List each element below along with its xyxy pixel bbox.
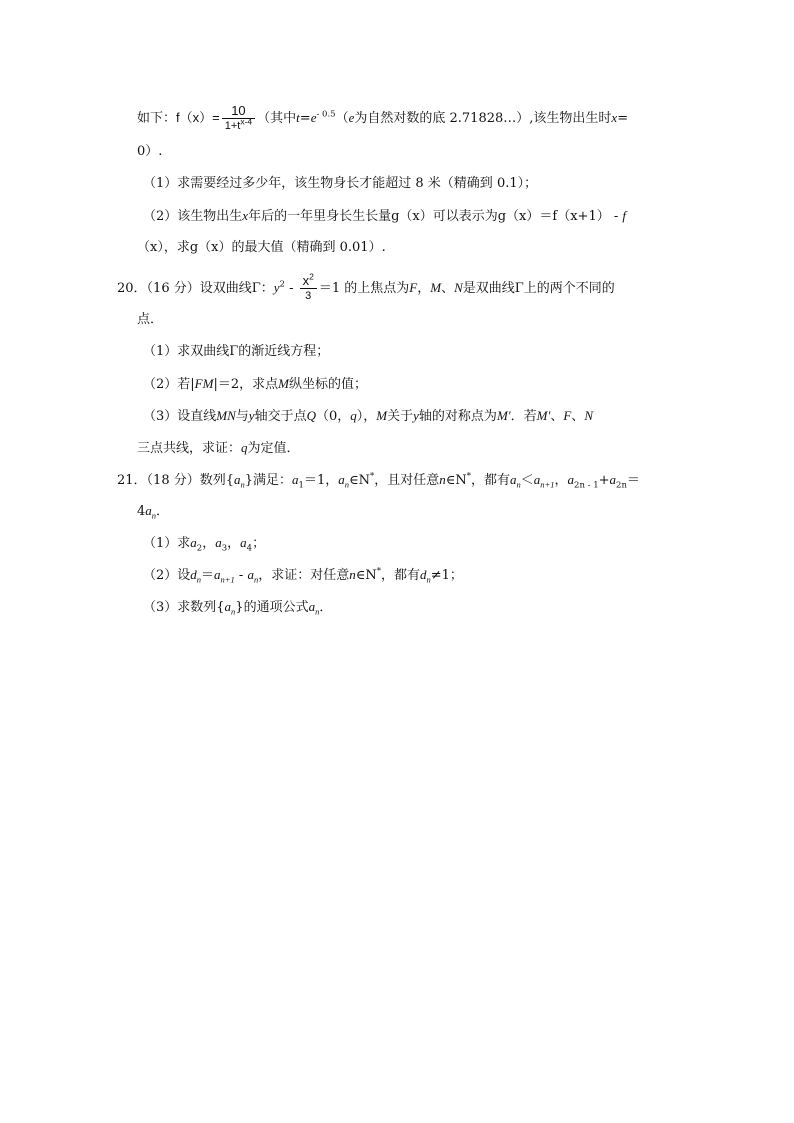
q19-p2b: 年后的一年里身长生长量 bbox=[248, 209, 392, 224]
q21-p2a: （2）设 bbox=[143, 568, 191, 583]
q20-p3i: 、 bbox=[550, 409, 564, 424]
q19-paren2: （ bbox=[335, 111, 349, 126]
q21-p3ans: n bbox=[231, 606, 236, 617]
q20-frac-den: 3 bbox=[300, 288, 317, 304]
q20-F: F bbox=[409, 280, 418, 295]
q19-frac-den bbox=[222, 118, 255, 134]
q20-minus: - bbox=[284, 281, 298, 296]
q21-p1a: （1）求 bbox=[143, 536, 191, 551]
q21-p2b: ，求证：对任意 bbox=[258, 568, 350, 583]
q21-line2b: ． bbox=[156, 504, 170, 519]
q20-line2-text: 点． bbox=[137, 312, 164, 327]
q19-e-desc: 为自然对数的底 2.71828…）,该生物出生时 bbox=[354, 111, 612, 126]
q21-an3: a bbox=[510, 472, 517, 487]
q20-fraction bbox=[300, 273, 317, 304]
q20-p3F: F bbox=[563, 408, 572, 423]
q20-part3 bbox=[143, 407, 593, 426]
q20-p3h: ．若 bbox=[510, 409, 537, 424]
q20-p3N: N bbox=[584, 408, 593, 423]
q19-part2-cont bbox=[137, 239, 386, 257]
q20-p3y: y bbox=[248, 408, 255, 423]
q20-y-exp: 2 bbox=[279, 279, 285, 290]
q21-an-sub: n bbox=[240, 479, 245, 490]
q21-an2-sub: n bbox=[344, 479, 349, 490]
q21-an2: a bbox=[338, 472, 345, 487]
q21-an4: a bbox=[533, 472, 541, 487]
q19-p2f2: f bbox=[622, 208, 627, 223]
q21-p2e: ≠1； bbox=[430, 568, 463, 583]
q19-x-eq: = bbox=[617, 111, 629, 126]
q21-p1a2: a bbox=[190, 535, 197, 550]
q19-p2g: g（x）可以表示为 bbox=[391, 209, 498, 224]
q21-part2 bbox=[143, 566, 463, 585]
q21-p3an: a bbox=[224, 599, 232, 614]
q21-p3an2: a bbox=[308, 599, 316, 614]
q20-part2 bbox=[143, 375, 367, 394]
q20-p4b: 为定值． bbox=[247, 441, 300, 456]
q20-p3d: （0， bbox=[315, 409, 351, 424]
q20-frac-x: x bbox=[302, 273, 310, 288]
q20-line2 bbox=[137, 311, 163, 329]
q19-p2x: x bbox=[242, 208, 249, 223]
q20-comma1: ， bbox=[417, 281, 431, 296]
q19-frac-num: 10 bbox=[231, 103, 246, 118]
q21-p2m: - bbox=[234, 568, 248, 583]
q21-p1a4s: 4 bbox=[246, 543, 253, 554]
q20-p3q: q bbox=[350, 408, 357, 423]
q20-comma2: 、 bbox=[441, 281, 455, 296]
q21-head-text: 21．（18 分）数列{ bbox=[117, 473, 234, 488]
q20-p3g: 轴的对称点为 bbox=[418, 409, 497, 424]
q21-p2dd: d bbox=[420, 567, 427, 582]
q19-part1-text: （1）求需要经过多少年，该生物身长才能超过 8 米（精确到 0.1）； bbox=[143, 176, 538, 191]
q21-h3: ＝1， bbox=[303, 473, 339, 488]
q19-frac-den-base: 1+t bbox=[224, 120, 241, 132]
q21-p2ds: n bbox=[196, 574, 202, 585]
q21-h7: ，都有 bbox=[471, 473, 511, 488]
q21-p2d: d bbox=[190, 567, 197, 582]
q21-a2n1-sub: 2n - 1 bbox=[574, 480, 599, 491]
q20-frac-num bbox=[300, 273, 317, 288]
q21-part3 bbox=[143, 598, 332, 617]
q19-e: e bbox=[310, 110, 317, 125]
q21-p2an1s: n+1 bbox=[220, 574, 235, 585]
q20-p4a: 三点共线，求证： bbox=[137, 441, 242, 456]
q20-part1 bbox=[143, 343, 329, 361]
q21-h5: ，且对任意 bbox=[374, 473, 440, 488]
q21-a2n: a bbox=[609, 472, 617, 487]
q20-part3-cont bbox=[137, 439, 300, 458]
q21-plus: + bbox=[598, 473, 610, 488]
q20-frac-exp: 2 bbox=[309, 271, 314, 282]
q19-part2 bbox=[143, 207, 626, 226]
q21-p2d2: ，都有 bbox=[380, 568, 420, 583]
q20-p3M: M bbox=[376, 408, 388, 423]
q20-p3a: （3）设直线 bbox=[143, 409, 217, 424]
q19-x: x bbox=[611, 110, 618, 125]
q19-p3a: （x），求 bbox=[137, 240, 190, 255]
q20-p2b: |＝2，求点 bbox=[213, 377, 279, 392]
q20-p3y2: y bbox=[413, 408, 419, 423]
q19-intro: 如下： bbox=[137, 111, 177, 126]
q20-tail-b: 是双曲线Γ上的两个不同的 bbox=[462, 281, 615, 296]
q20-y: y bbox=[273, 280, 280, 295]
q21-a2n-sub: 2n bbox=[616, 480, 627, 491]
q19-p3b: 的最大值（精确到 0.01）. bbox=[231, 240, 386, 255]
q21-a1: a bbox=[292, 472, 299, 487]
q20-p2c: 纵坐标的值； bbox=[288, 377, 367, 392]
q21-h4-sup: * bbox=[369, 471, 375, 482]
q21-h4: ∈N bbox=[348, 473, 370, 488]
q19-t: t bbox=[296, 110, 300, 125]
q19-p2d: - bbox=[609, 209, 623, 224]
q21-part1 bbox=[143, 534, 265, 553]
q21-p2ans: n bbox=[253, 574, 259, 585]
q19-fx: f（x）= bbox=[176, 110, 220, 125]
q20-p3M2: M′ bbox=[496, 408, 511, 423]
q21-p2dds: n bbox=[426, 574, 431, 585]
q21-p1a3s: 3 bbox=[221, 543, 228, 554]
q19-p2g2: g（x） bbox=[497, 209, 540, 224]
q19-part1 bbox=[143, 175, 537, 193]
q21-p3a: （3）求数列{ bbox=[143, 600, 225, 615]
q21-eq: ＝ bbox=[626, 473, 640, 488]
q21-a1-sub: 1 bbox=[298, 480, 304, 491]
q21-line2 bbox=[137, 502, 169, 521]
q19-e2: e bbox=[348, 110, 355, 125]
q21-line2an: a bbox=[145, 503, 152, 518]
q20-p3j: 、 bbox=[571, 409, 585, 424]
q20-head-text: 20．（16 分）设双曲线Γ： bbox=[117, 281, 274, 296]
q19-line2-text: 0）. bbox=[137, 144, 163, 159]
q20-p3c: 轴交于点 bbox=[254, 409, 307, 424]
q21-an4-sub: n+1 bbox=[540, 479, 555, 490]
q20-p2FM: FM bbox=[194, 376, 214, 391]
q21-p2an: a bbox=[247, 567, 254, 582]
q19-p3g: g（x） bbox=[189, 240, 232, 255]
q20-N: N bbox=[454, 280, 463, 295]
q21-h6: ∈N bbox=[445, 473, 467, 488]
q21-p3an2s: n bbox=[315, 606, 320, 617]
q21-lt: ＜ bbox=[520, 473, 534, 488]
q20-p3e: ）， bbox=[356, 409, 377, 424]
q21-p2csup: * bbox=[376, 566, 381, 577]
q20-head bbox=[117, 273, 615, 304]
q21-h2: }满足： bbox=[244, 473, 293, 488]
q19-eq: = bbox=[299, 111, 311, 126]
q21-p1a2s: 2 bbox=[196, 543, 203, 554]
q20-p3Q: Q bbox=[306, 408, 316, 423]
q19-p2a: （2）该生物出生 bbox=[143, 209, 243, 224]
q19-line2 bbox=[137, 143, 162, 161]
q20-p2a: （2）若| bbox=[143, 377, 195, 392]
q20-p4q: q bbox=[241, 440, 248, 455]
q21-p1a3: a bbox=[215, 535, 222, 550]
q21-an: a bbox=[234, 472, 241, 487]
q19-paren: （其中 bbox=[257, 111, 297, 126]
q21-h6-sup: * bbox=[466, 471, 471, 482]
q19-p2f: f（x+1） bbox=[552, 209, 610, 224]
q21-p2an1: a bbox=[214, 567, 221, 582]
q21-a2n1: a bbox=[567, 472, 575, 487]
q21-head bbox=[117, 471, 640, 490]
q21-h8: ， bbox=[554, 473, 568, 488]
q20-p2M: M bbox=[278, 376, 289, 391]
q20-p3MN: MN bbox=[216, 408, 236, 423]
q19-fraction bbox=[222, 103, 255, 134]
q21-p1c1: ， bbox=[202, 536, 216, 551]
q21-line2a: 4 bbox=[137, 504, 146, 519]
q21-p2n: n bbox=[349, 567, 356, 582]
q20-p3f: 关于 bbox=[387, 409, 414, 424]
q20-p3M3: M′ bbox=[536, 408, 551, 423]
q21-n1: n bbox=[439, 472, 446, 487]
q21-an3-sub: n bbox=[516, 479, 521, 490]
q20-tail-a: ＝1 的上焦点为 bbox=[318, 281, 410, 296]
q19-formula-line bbox=[137, 103, 628, 134]
q21-p2c: ∈N bbox=[355, 568, 377, 583]
q19-frac-den-exp: x-4 bbox=[240, 116, 253, 127]
q21-p2eq: ＝ bbox=[201, 568, 215, 583]
q19-e-exp: - 0.5 bbox=[316, 109, 336, 120]
q21-p3b: }的通项公式 bbox=[235, 600, 309, 615]
q21-p1e: ； bbox=[252, 536, 266, 551]
q20-part1-text: （1）求双曲线Γ的渐近线方程； bbox=[143, 344, 330, 359]
q21-p3c: ． bbox=[319, 600, 333, 615]
q19-p2c: ＝ bbox=[539, 209, 553, 224]
q20-M: M bbox=[430, 280, 442, 295]
q21-line2an-sub: n bbox=[151, 510, 157, 521]
q21-p1c2: ， bbox=[227, 536, 241, 551]
q20-p3b: 与 bbox=[235, 409, 249, 424]
q21-p1a4: a bbox=[240, 535, 247, 550]
